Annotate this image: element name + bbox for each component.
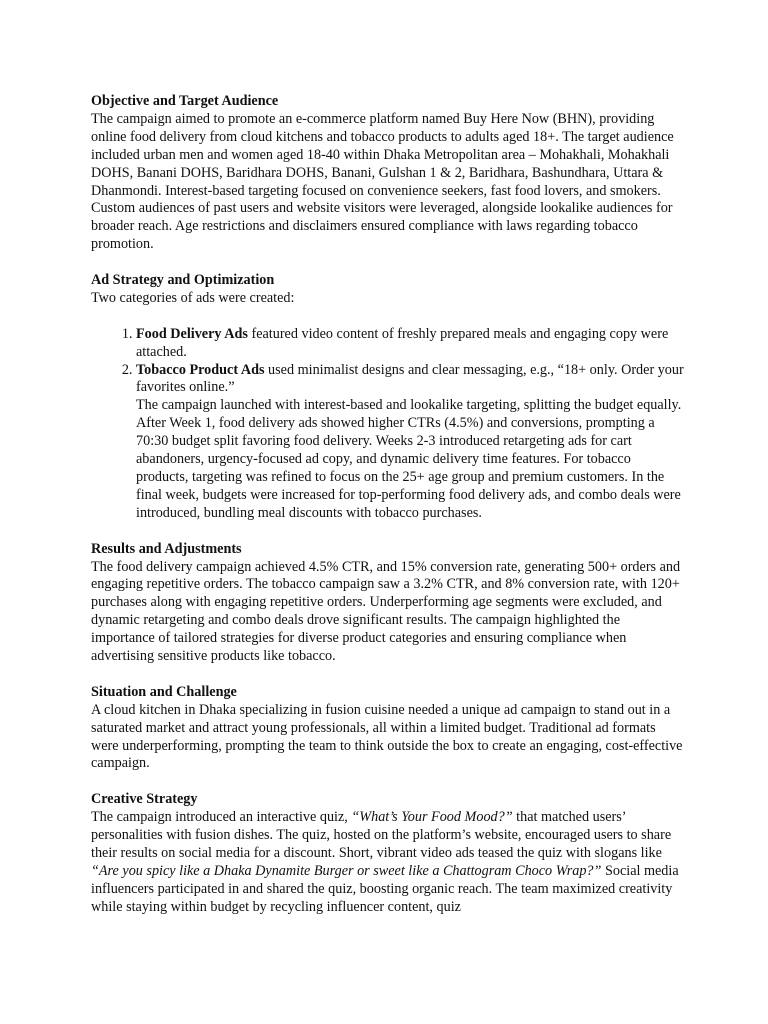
creative-section [91, 791, 684, 916]
situation-body: A cloud kitchen in Dhaka specializing in fusion cuisine needed a unique ad campaign to stand out in a saturated market and attract young professionals, all within a limited budget. Traditional ad formats were underperforming, prompting the team to think outside the box to create an engaging, cost-effective campaign. [91, 701, 683, 772]
ad-categories-list [91, 326, 684, 523]
results-body: The food delivery campaign achieved 4.5% CTR, and 15% conversion rate, generating 500+ orders and engaging repetitive orders. The tobacco campaign saw a 3.2% CTR, and 8% conversion rate, with 120+ purchases along with engaging repetitive orders. Underperforming age segments were excluded, and dynamic retargeting and combo deals drove significant results. The campaign highlighted the importance of tailored strategies for diverse product categories and ensuring compliance when advertising sensitive products like tobacco. [91, 558, 681, 665]
ad-strategy-heading: Ad Strategy and Optimization [91, 272, 275, 289]
objective-section [91, 93, 684, 254]
quiz-name: “What’s Your Food Mood?” [351, 809, 513, 826]
ad-strategy-intro: Two categories of ads were created: [91, 289, 295, 306]
tobacco-ads-lead: Tobacco Product Ads [136, 361, 265, 378]
objective-heading: Objective and Target Audience [91, 93, 279, 109]
list-item [136, 326, 684, 362]
results-section [91, 541, 684, 666]
situation-section [91, 684, 684, 774]
campaign-timeline-paragraph: The campaign launched with interest-based and lookalike targeting, splitting the budget equally. After Week 1, food delivery ads showed higher CTRs (4.5%) and conversions, prompting a 70:30 budget split favoring food delivery. Weeks 2-3 introduced retargeting ads for cart abandoners, urgency-focused ad copy, and dynamic delivery time features. For tobacco products, targeting was refined to focus on the 25+ age group and premium customers. In the final week, budgets were increased for top-performing food delivery ads, and combo deals were introduced, bundling meal discounts with tobacco purchases. [136, 397, 682, 521]
situation-heading: Situation and Challenge [91, 683, 237, 700]
objective-body: The campaign aimed to promote an e-commerce platform named Buy Here Now (BHN), providing online food delivery from cloud kitchens and tobacco products to adults aged 18+. The target audience included urban men and women aged 18-40 within Dhaka Metropolitan area – Mohakhali, Mohakhali DOHS, Banani DOHS, Baridhara DOHS, Banani, Gulshan 1 & 2, Baridhara, Bashundhara, Uttara & Dhanmondi. Interest-based targeting focused on convenience seekers, fast food lovers, and smokers. Custom audiences of past users and website visitors were leveraged, alongside lookalike audiences for broader reach. Age restrictions and disclaimers ensured compliance with laws regarding tobacco promotion. [91, 110, 674, 253]
ad-strategy-section [91, 272, 684, 523]
list-item [136, 362, 684, 523]
results-heading: Results and Adjustments [91, 540, 242, 557]
creative-text-3: Social media influencers participated in and shared the quiz, boosting organic reach. The team maximized creativity while staying within budget by recycling influencer content, quiz [91, 862, 679, 915]
food-ads-lead: Food Delivery Ads [136, 325, 248, 342]
creative-text-1: The campaign introduced an interactive quiz, [91, 809, 352, 826]
tobacco-ads-text: used minimalist designs and clear messaging, e.g., “18+ only. Order your favorites online.” [136, 361, 684, 396]
creative-body [91, 809, 684, 916]
creative-heading: Creative Strategy [91, 791, 198, 808]
creative-text-2: that matched users’ personalities with fusion dishes. The quiz, hosted on the platform’s website, encouraged users to share their results on social media for a discount. Short, vibrant video ads teased the quiz with slogans like [91, 809, 672, 861]
quiz-slogan: “Are you spicy like a Dhaka Dynamite Burger or sweet like a Chattogram Choco Wrap?” [91, 862, 602, 879]
food-ads-text: featured video content of freshly prepared meals and engaging copy were attached. [136, 325, 669, 360]
